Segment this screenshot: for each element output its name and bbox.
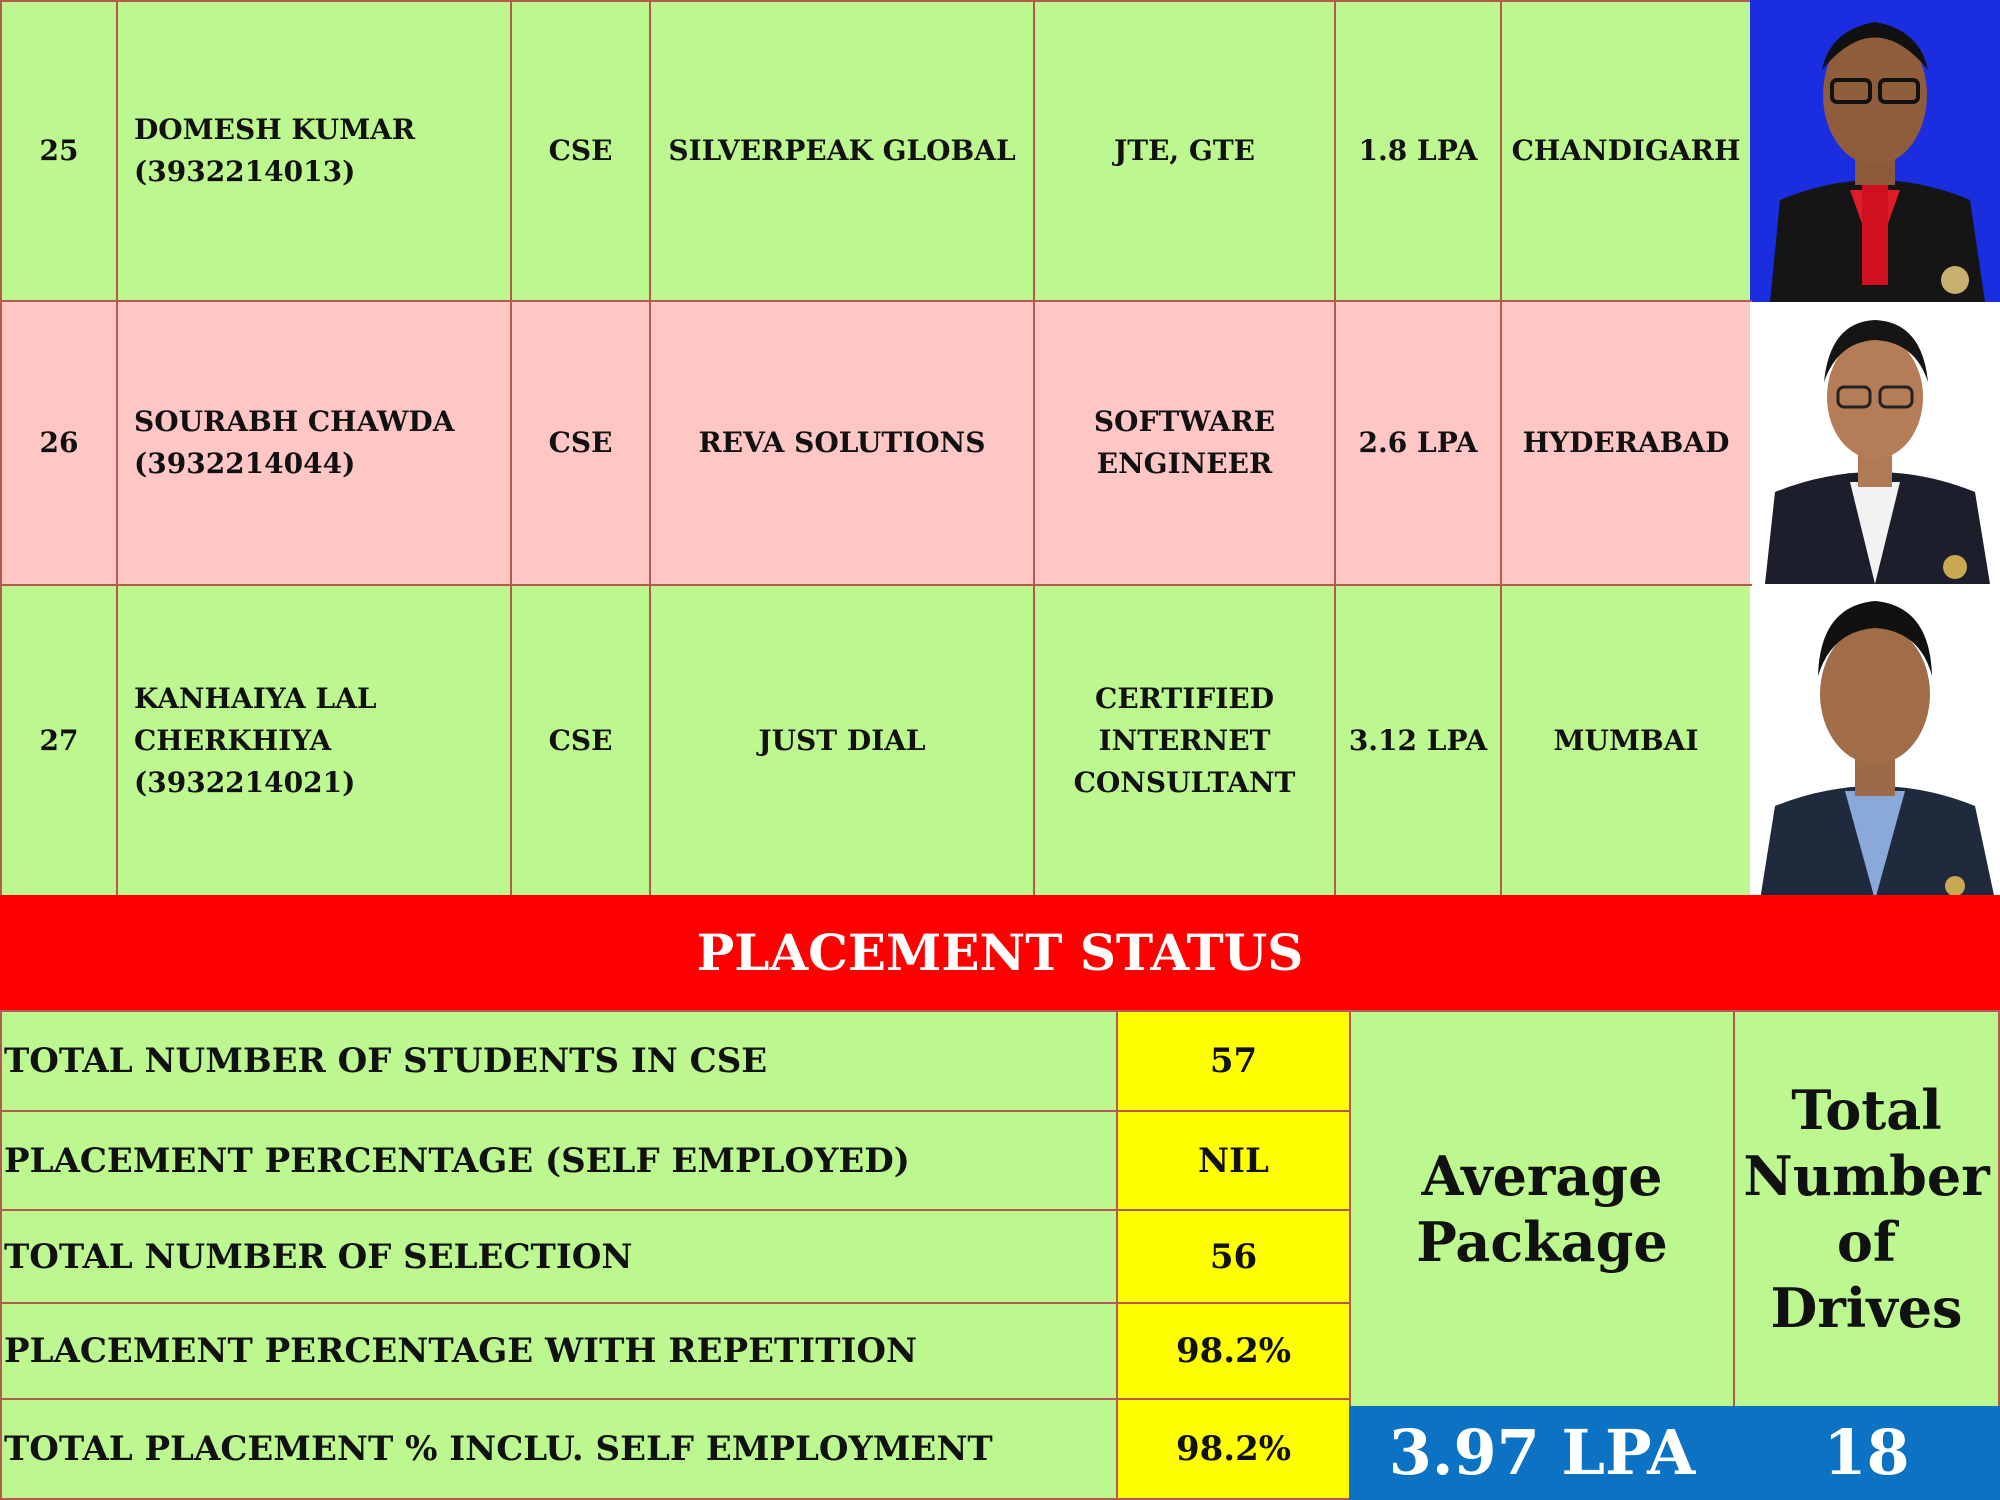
row-25-location: CHANDIGARH bbox=[1500, 0, 1752, 302]
row-26-company: REVA SOLUTIONS bbox=[649, 300, 1035, 586]
row-26-name: SOURABH CHAWDA (3932214044) bbox=[116, 300, 512, 586]
stat-value-self-employed: NIL bbox=[1116, 1110, 1351, 1211]
stat-value-total-placement: 98.2% bbox=[1116, 1398, 1351, 1500]
average-package-value: 3.97 LPA bbox=[1349, 1406, 1735, 1500]
row-26-location: HYDERABAD bbox=[1500, 300, 1752, 586]
student-photo-27 bbox=[1750, 586, 2000, 900]
row-26-branch: CSE bbox=[510, 300, 651, 586]
stat-value-total-selection: 56 bbox=[1116, 1209, 1351, 1304]
row-27-name: KANHAIYA LAL CHERKHIYA (3932214021) bbox=[116, 584, 512, 897]
row-27-branch: CSE bbox=[510, 584, 651, 897]
row-27-location: MUMBAI bbox=[1500, 584, 1752, 897]
stat-label-total-selection: TOTAL NUMBER OF SELECTION bbox=[0, 1209, 1118, 1304]
row-27-sno: 27 bbox=[0, 584, 118, 897]
average-package-label: Average Package bbox=[1349, 1010, 1735, 1408]
row-26-designation: SOFTWARE ENGINEER bbox=[1033, 300, 1336, 586]
row-25-sno: 25 bbox=[0, 0, 118, 302]
row-26-sno: 26 bbox=[0, 300, 118, 586]
total-drives-value: 18 bbox=[1733, 1406, 2000, 1500]
placement-status-title: PLACEMENT STATUS bbox=[0, 895, 2000, 1010]
stat-label-repetition: PLACEMENT PERCENTAGE WITH REPETITION bbox=[0, 1302, 1118, 1400]
row-25-designation: JTE, GTE bbox=[1033, 0, 1336, 302]
row-25-company: SILVERPEAK GLOBAL bbox=[649, 0, 1035, 302]
row-27-designation: CERTIFIED INTERNET CONSULTANT bbox=[1033, 584, 1336, 897]
row-27-package: 3.12 LPA bbox=[1334, 584, 1502, 897]
row-25-name: DOMESH KUMAR (3932214013) bbox=[116, 0, 512, 302]
stat-label-total-placement: TOTAL PLACEMENT % INCLU. SELF EMPLOYMENT bbox=[0, 1398, 1118, 1500]
stat-label-total-students: TOTAL NUMBER OF STUDENTS IN CSE bbox=[0, 1010, 1118, 1112]
stat-label-self-employed: PLACEMENT PERCENTAGE (SELF EMPLOYED) bbox=[0, 1110, 1118, 1211]
student-photo-26 bbox=[1750, 302, 2000, 584]
row-26-package: 2.6 LPA bbox=[1334, 300, 1502, 586]
total-drives-label: Total Number of Drives bbox=[1733, 1010, 2000, 1408]
row-27-company: JUST DIAL bbox=[649, 584, 1035, 897]
row-25-package: 1.8 LPA bbox=[1334, 0, 1502, 302]
row-25-branch: CSE bbox=[510, 0, 651, 302]
stat-value-total-students: 57 bbox=[1116, 1010, 1351, 1112]
student-photo-25 bbox=[1750, 0, 2000, 302]
stat-value-repetition: 98.2% bbox=[1116, 1302, 1351, 1400]
